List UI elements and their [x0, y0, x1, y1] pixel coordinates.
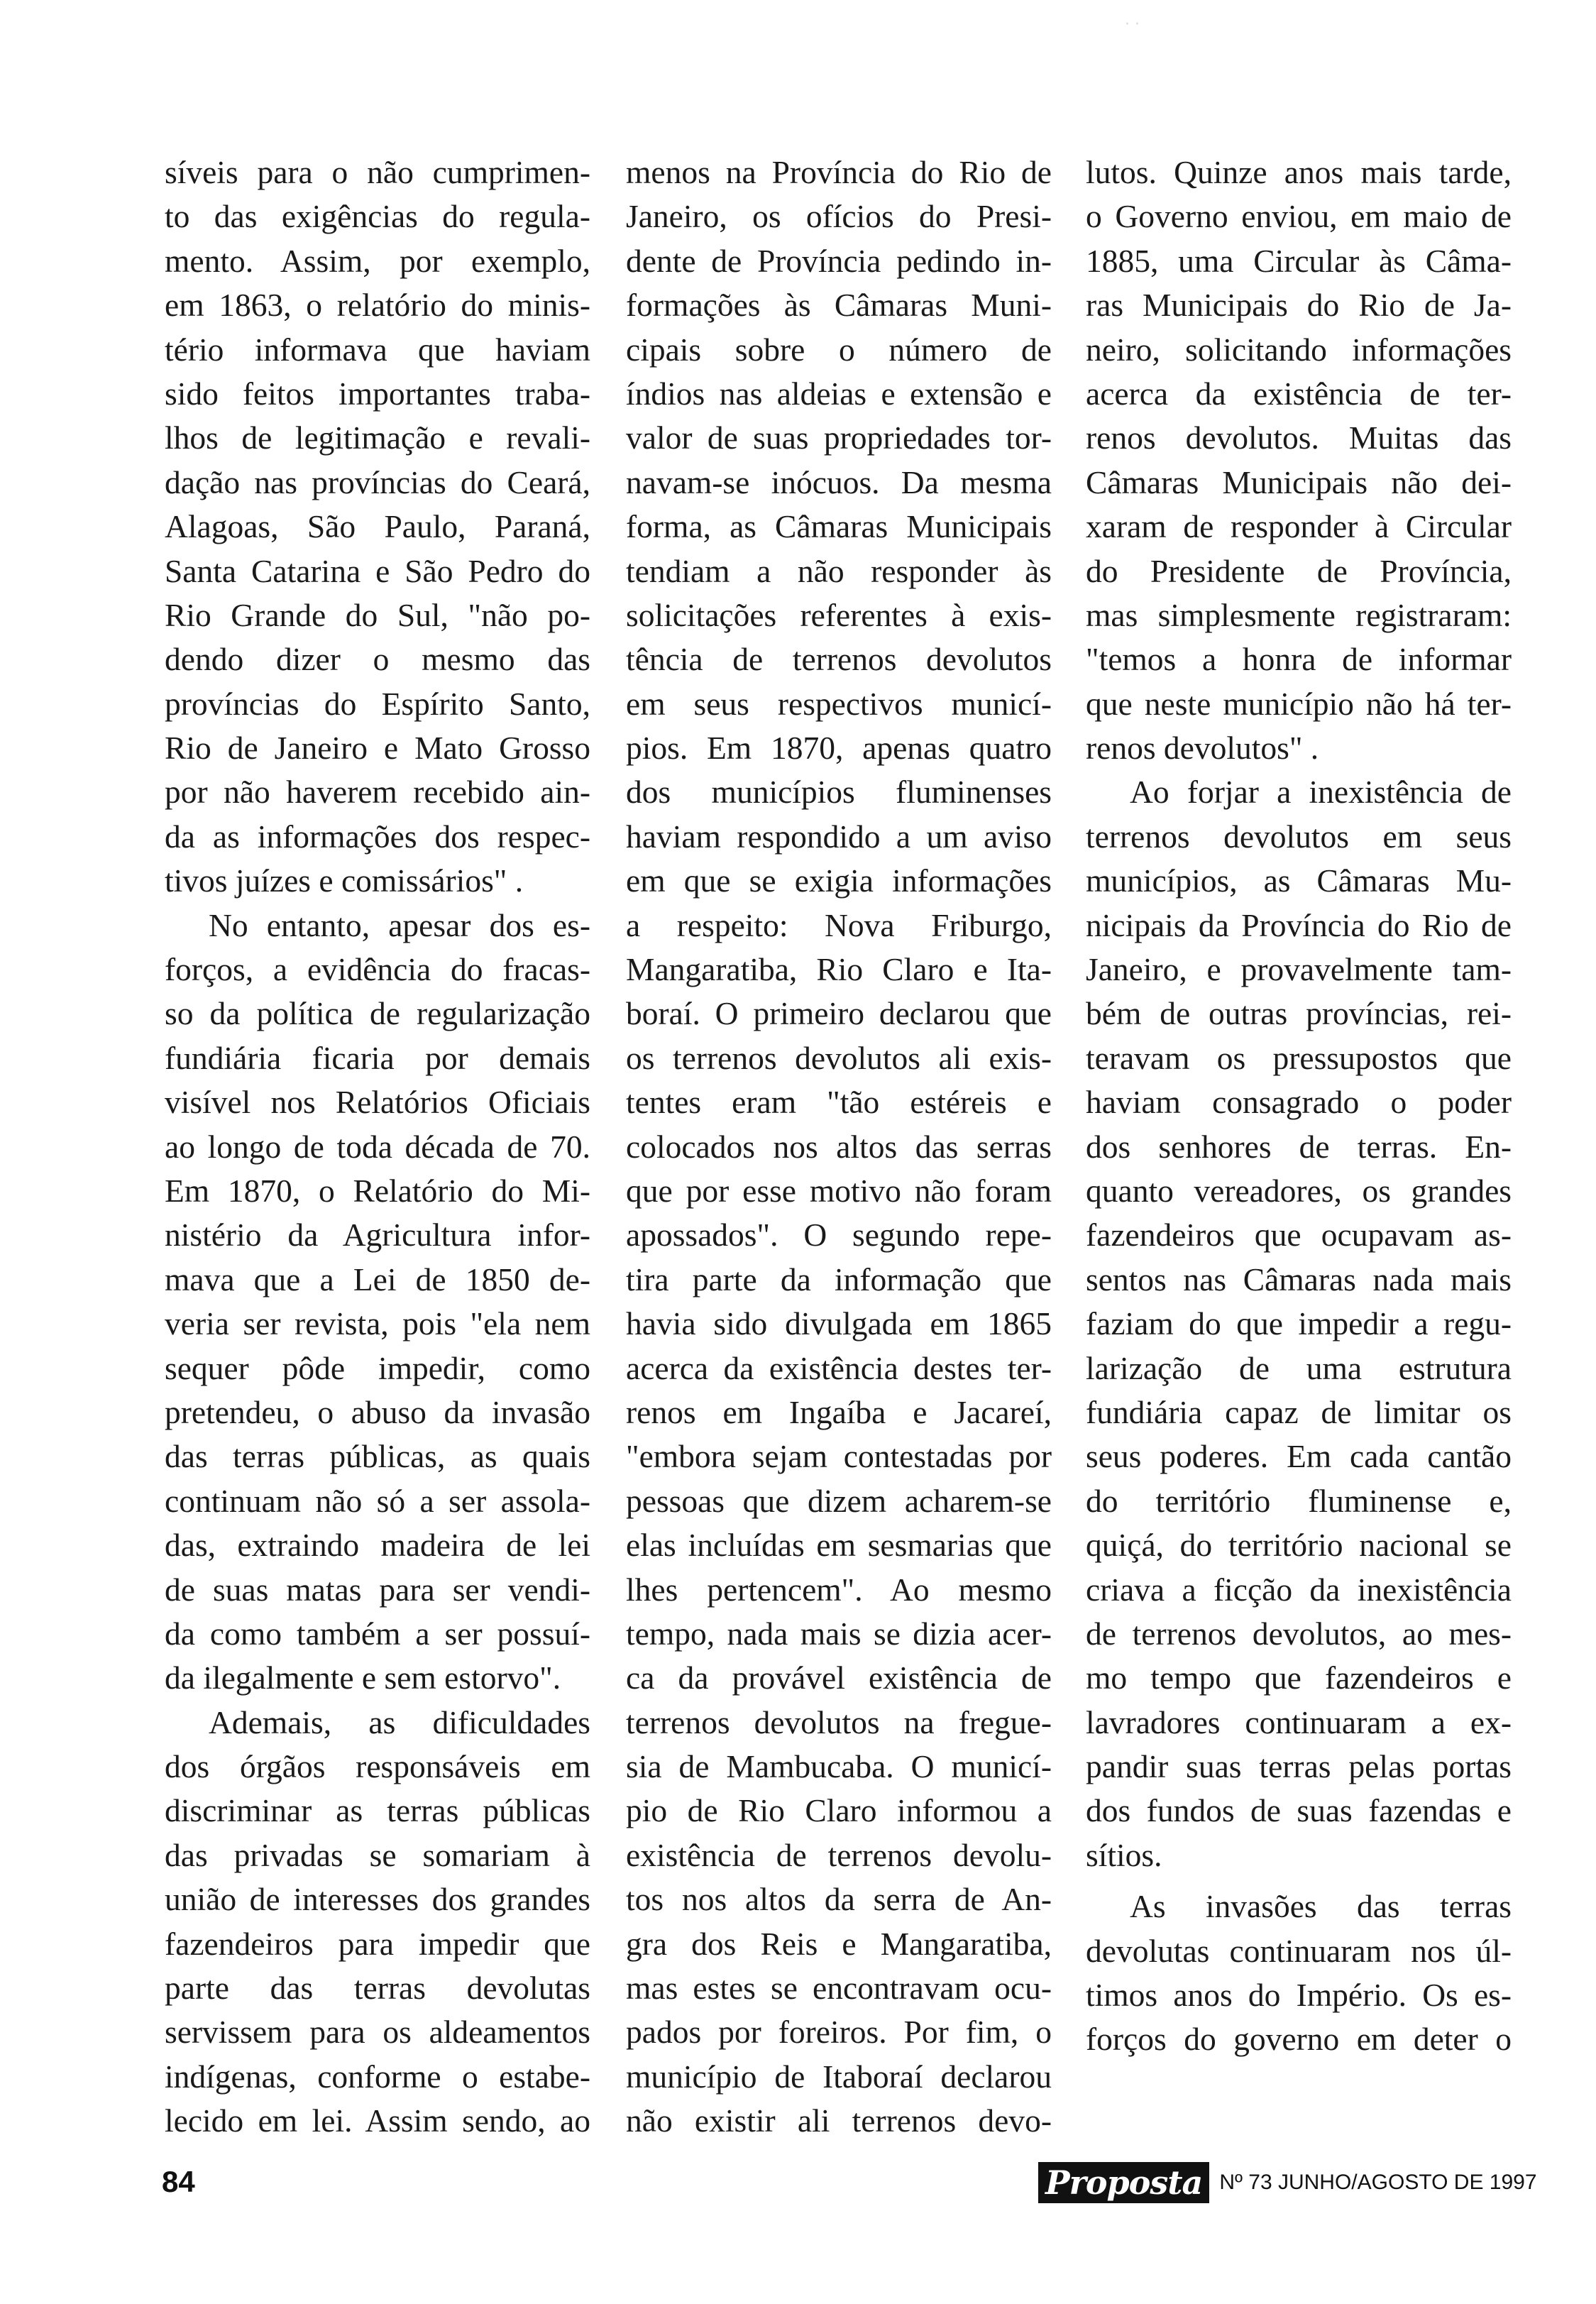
- text-line: dação nas províncias do Ceará,: [165, 463, 590, 500]
- text-line: forma, as Câmaras Municipais: [626, 508, 1052, 545]
- text-line: fazendeiros que ocupavam as-: [1086, 1217, 1512, 1254]
- text-line: ao longo de toda década de 70.: [165, 1128, 590, 1165]
- text-line: to das exigências do regula-: [165, 198, 590, 235]
- text-line: tira parte da informação que: [626, 1261, 1052, 1298]
- text-line: boraí. O primeiro declarou que: [626, 995, 1052, 1032]
- text-line: criava a ficção da inexistência: [1086, 1571, 1512, 1608]
- text-line: discriminar as terras públicas: [165, 1792, 590, 1829]
- text-line: haviam consagrado o poder: [1086, 1084, 1512, 1121]
- text-line: síveis para o não cumprimen-: [165, 154, 590, 190]
- text-line: a respeito: Nova Friburgo,: [626, 906, 1052, 943]
- text-line: pio de Rio Claro informou a: [626, 1792, 1052, 1829]
- text-line: existência de terrenos devolu-: [626, 1836, 1052, 1873]
- text-line: havia sido divulgada em 1865: [626, 1305, 1052, 1342]
- text-line: Rio Grande do Sul, "não po-: [165, 596, 590, 633]
- text-line: pretendeu, o abuso da invasão: [165, 1393, 590, 1430]
- text-line: em que se exigia informações: [626, 862, 1052, 899]
- text-line: Câmaras Municipais não dei-: [1086, 463, 1512, 500]
- text-line: não existir ali terrenos devo-: [626, 2102, 1052, 2139]
- text-line: mava que a Lei de 1850 de-: [165, 1261, 590, 1298]
- text-line: valor de suas propriedades tor-: [626, 419, 1052, 456]
- text-line: índios nas aldeias e extensão e: [626, 375, 1052, 412]
- text-line: formações às Câmaras Muni-: [626, 287, 1052, 324]
- journal-footer: [1038, 2162, 1537, 2203]
- text-line: terrenos devolutos na fregue-: [626, 1704, 1052, 1740]
- text-line: Mangaratiba, Rio Claro e Ita-: [626, 951, 1052, 988]
- text-line: ca da provável existência de: [626, 1660, 1052, 1696]
- text-line: da as informações dos respec-: [165, 818, 590, 855]
- text-line: da ilegalmente e sem estorvo".: [165, 1660, 561, 1696]
- text-line: neiro, solicitando informações: [1086, 331, 1512, 368]
- text-line: lhos de legitimação e revali-: [165, 419, 590, 456]
- text-line: mo tempo que fazendeiros e: [1086, 1660, 1512, 1696]
- text-line: teravam os pressupostos que: [1086, 1039, 1512, 1076]
- text-line: lavradores continuaram a ex-: [1086, 1704, 1512, 1740]
- text-line: acerca da existência de ter-: [1086, 375, 1512, 412]
- text-column-1: [165, 150, 590, 2144]
- text-line: município de Itaboraí declarou: [626, 2058, 1052, 2095]
- issue-info: Nº 73 JUNHO/AGOSTO DE 1997: [1219, 2171, 1537, 2194]
- text-line: "temos a honra de informar: [1086, 641, 1512, 678]
- text-line: parte das terras devolutas: [165, 1970, 590, 2007]
- text-line: de terrenos devolutos, ao mes-: [1086, 1615, 1512, 1652]
- text-line: forços do governo em deter o: [1086, 2021, 1512, 2058]
- text-line: colocados nos altos das serras: [626, 1128, 1052, 1165]
- text-line: que por esse motivo não foram: [626, 1172, 1052, 1209]
- text-line: dos municípios fluminenses: [626, 774, 1052, 811]
- text-line: sítios.: [1086, 1836, 1162, 1873]
- text-line: da como também a ser possuí-: [165, 1615, 590, 1652]
- text-line: timos anos do Império. Os es-: [1086, 1977, 1512, 2014]
- text-line: haviam respondido a um aviso: [626, 818, 1052, 855]
- text-line: sentos nas Câmaras nada mais: [1086, 1261, 1512, 1298]
- text-line: renos em Ingaíba e Jacareí,: [626, 1393, 1052, 1430]
- text-line: nicipais da Província do Rio de: [1086, 906, 1512, 943]
- text-line: Ao forjar a inexistência de: [1130, 774, 1512, 811]
- text-line: renos devolutos" .: [1086, 730, 1319, 767]
- text-line: renos devolutos. Muitas das: [1086, 419, 1512, 456]
- text-line: lecido em lei. Assim sendo, ao: [165, 2102, 590, 2139]
- text-line: servissem para os aldeamentos: [165, 2014, 590, 2051]
- text-line: cipais sobre o número de: [626, 331, 1052, 368]
- text-line: Janeiro, e provavelmente tam-: [1086, 951, 1512, 988]
- text-line: dos órgãos responsáveis em: [165, 1748, 590, 1785]
- text-line: continuam não só a ser assola-: [165, 1482, 590, 1519]
- text-line: pios. Em 1870, apenas quatro: [626, 730, 1052, 767]
- text-line: mas simplesmente registraram:: [1086, 596, 1512, 633]
- text-line: quanto vereadores, os grandes: [1086, 1172, 1512, 1209]
- journal-logo: Proposta: [1038, 2162, 1209, 2203]
- text-line: quiçá, do território nacional se: [1086, 1527, 1512, 1564]
- text-line: tendiam a não responder às: [626, 552, 1052, 589]
- text-line: do Presidente de Província,: [1086, 552, 1512, 589]
- text-line: Santa Catarina e São Pedro do: [165, 552, 590, 589]
- text-line: união de interesses dos grandes: [165, 1881, 590, 1918]
- text-line: Janeiro, os ofícios do Presi-: [626, 198, 1052, 235]
- text-line: veria ser revista, pois "ela nem: [165, 1305, 590, 1342]
- text-line: As invasões das terras: [1130, 1888, 1512, 1925]
- text-column-3: [1086, 150, 1512, 2062]
- text-line: lutos. Quinze anos mais tarde,: [1086, 154, 1512, 190]
- text-line: das privadas se somariam à: [165, 1836, 590, 1873]
- text-line: do território fluminense e,: [1086, 1482, 1512, 1519]
- text-line: sido feitos importantes traba-: [165, 375, 590, 412]
- text-line: das terras públicas, as quais: [165, 1438, 590, 1475]
- text-line: faziam do que impedir a regu-: [1086, 1305, 1512, 1342]
- text-line: xaram de responder à Circular: [1086, 508, 1512, 545]
- text-line: fundiária ficaria por demais: [165, 1039, 590, 1076]
- text-line: províncias do Espírito Santo,: [165, 685, 590, 722]
- text-line: indígenas, conforme o estabe-: [165, 2058, 590, 2095]
- text-line: visível nos Relatórios Oficiais: [165, 1084, 590, 1121]
- text-line: pados por foreiros. Por fim, o: [626, 2014, 1052, 2051]
- text-line: pandir suas terras pelas portas: [1086, 1748, 1512, 1785]
- text-line: dos senhores de terras. En-: [1086, 1128, 1512, 1165]
- scan-speck: · ·: [1125, 16, 1140, 33]
- text-line: por não haverem recebido ain-: [165, 774, 590, 811]
- text-line: apossados". O segundo repe-: [626, 1217, 1052, 1254]
- text-line: Ademais, as dificuldades: [209, 1704, 590, 1740]
- text-line: dos fundos de suas fazendas e: [1086, 1792, 1512, 1829]
- text-line: municípios, as Câmaras Mu-: [1086, 862, 1512, 899]
- text-line: "embora sejam contestadas por: [626, 1438, 1052, 1475]
- text-line: pessoas que dizem acharem-se: [626, 1482, 1052, 1519]
- text-line: fundiária capaz de limitar os: [1086, 1393, 1512, 1430]
- text-line: terrenos devolutos em seus: [1086, 818, 1512, 855]
- text-line: solicitações referentes à exis-: [626, 596, 1052, 633]
- text-line: navam-se inócuos. Da mesma: [626, 463, 1052, 500]
- text-line: acerca da existência destes ter-: [626, 1349, 1052, 1386]
- text-line: dendo dizer o mesmo das: [165, 641, 590, 678]
- text-line: de suas matas para ser vendi-: [165, 1571, 590, 1608]
- text-line: devolutas continuaram nos úl-: [1086, 1932, 1512, 1969]
- text-line: tempo, nada mais se dizia acer-: [626, 1615, 1052, 1652]
- text-line: seus poderes. Em cada cantão: [1086, 1438, 1512, 1475]
- page-number: 84: [162, 2165, 195, 2198]
- text-line: lhes pertencem". Ao mesmo: [626, 1571, 1052, 1608]
- text-line: so da política de regularização: [165, 995, 590, 1032]
- text-line: nistério da Agricultura infor-: [165, 1217, 590, 1254]
- text-line: em seus respectivos municí-: [626, 685, 1052, 722]
- text-line: Em 1870, o Relatório do Mi-: [165, 1172, 590, 1209]
- text-line: elas incluídas em sesmarias que: [626, 1527, 1052, 1564]
- text-line: fazendeiros para impedir que: [165, 1925, 590, 1962]
- text-column-2: [626, 150, 1052, 2144]
- text-line: tência de terrenos devolutos: [626, 641, 1052, 678]
- text-line: ras Municipais do Rio de Ja-: [1086, 287, 1512, 324]
- text-line: Alagoas, São Paulo, Paraná,: [165, 508, 590, 545]
- text-line: gra dos Reis e Mangaratiba,: [626, 1925, 1052, 1962]
- text-line: 1885, uma Circular às Câma-: [1086, 242, 1512, 279]
- text-line: tentes eram "tão estéreis e: [626, 1084, 1052, 1121]
- text-line: tério informava que haviam: [165, 331, 590, 368]
- text-line: o Governo enviou, em maio de: [1086, 198, 1512, 235]
- text-line: bém de outras províncias, rei-: [1086, 995, 1512, 1032]
- paragraph-gap: [1086, 1877, 1512, 1885]
- text-line: tivos juízes e comissários" .: [165, 862, 524, 899]
- text-line: mento. Assim, por exemplo,: [165, 242, 590, 279]
- text-line: menos na Província do Rio de: [626, 154, 1052, 190]
- text-line: em 1863, o relatório do minis-: [165, 287, 590, 324]
- text-line: No entanto, apesar dos es-: [209, 906, 590, 943]
- text-line: dente de Província pedindo in-: [626, 242, 1052, 279]
- text-line: os terrenos devolutos ali exis-: [626, 1039, 1052, 1076]
- text-line: tos nos altos da serra de An-: [626, 1881, 1052, 1918]
- text-line: forços, a evidência do fracas-: [165, 951, 590, 988]
- text-line: larização de uma estrutura: [1086, 1349, 1512, 1386]
- text-line: sequer pôde impedir, como: [165, 1349, 590, 1386]
- text-line: que neste município não há ter-: [1086, 685, 1512, 722]
- text-line: sia de Mambucaba. O municí-: [626, 1748, 1052, 1785]
- text-line: das, extraindo madeira de lei: [165, 1527, 590, 1564]
- text-line: Rio de Janeiro e Mato Grosso: [165, 730, 590, 767]
- text-line: mas estes se encontravam ocu-: [626, 1970, 1052, 2007]
